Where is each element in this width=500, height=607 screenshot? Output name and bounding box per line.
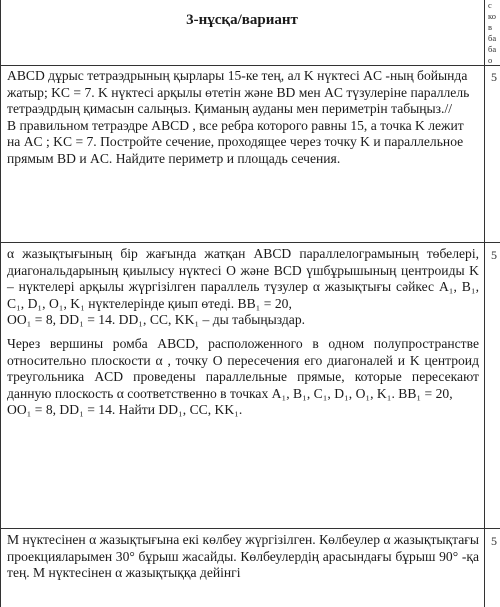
task-2-text xyxy=(7,246,479,419)
table-column-divider xyxy=(484,0,485,607)
points-column-header-line: ба xyxy=(488,44,497,54)
task-1-text xyxy=(7,68,479,168)
row-divider-header xyxy=(0,65,500,66)
points-column-header-line: с xyxy=(488,0,492,10)
points-column-header-line: о xyxy=(488,55,493,65)
task-1-kazakh: ABCD дұрыс тетраэдрының қырлары 15-ке тең, ал K нүктесі AC -ның бойында жатыр; KC = 7. K нүктесі арқылы өтетін және BD мен AC түзулеріне параллель тетраэдрдың қимасын салыңыз. Қиманың ауданы мен периметрін табыңыз.// xyxy=(7,68,470,117)
row-divider-task1 xyxy=(0,242,500,243)
points-column-header xyxy=(488,0,500,66)
row-divider-task2 xyxy=(0,528,500,529)
task-2-russian-given: OO₁ = 8, DD₁ = 14. Найти DD₁, CC, KK₁. xyxy=(7,402,243,418)
points-column-header-line: ба xyxy=(488,33,497,43)
task-2-kazakh: α жазықтығының бір жағында жатқан ABCD параллелограмының төбелері, диагональдарының қиылысу нүктесі O және BCD үшбұрышының центроиды K – нүктелері арқылы жүргізілген параллель түзулер α жазықтығы сәйкес A₁, B₁, C₁, D₁, O₁, K₁ нүктелерінде қиып өтеді. BB₁ = 20, xyxy=(7,246,479,311)
task-3-kazakh: M нүктесінен α жазықтығына екі көлбеу жүргізілген. Көлбеулер α жазықтықтағы проекцияларымен 30° бұрыш жасайды. Көлбеулердің арасындағы бұрыш 90° -қа тең. M нүктесінен α жазықтыққа дейінгі xyxy=(7,532,479,581)
task-2-points: 5 xyxy=(491,248,497,262)
task-2-kazakh-given: OO₁ = 8, DD₁ = 14. DD₁, CC, KK₁ – ды табыңыздар. xyxy=(7,312,306,328)
task-1-russian: В правильном тетраэдре ABCD , все ребра которого равны 15, а точка K лежит на AC ; KC = 7. Постройте сечение, проходящее через точку K и параллельное прямым BD и AC. Найдите периметр и площадь сечения. xyxy=(7,117,464,166)
variant-title: 3-нұсқа/вариант xyxy=(186,12,298,28)
points-column-header-line: ко xyxy=(488,11,496,21)
task-2-russian: Через вершины ромба ABCD, расположенного в одном полупространстве относительно плоскости α , точку O пересечения его диагоналей и K центроид треугольника ACD проведены параллельные прямые, которые пересекают данную плоскость α соответственно в точках A₁, B₁, C₁, D₁, O₁, K₁. BB₁ = 20, xyxy=(7,335,479,401)
task-3-points: 5 xyxy=(491,534,497,548)
points-column-header-line: в xyxy=(488,22,493,32)
task-1-points: 5 xyxy=(491,70,497,84)
task-3-text xyxy=(7,532,479,582)
table-border-left xyxy=(0,0,1,607)
